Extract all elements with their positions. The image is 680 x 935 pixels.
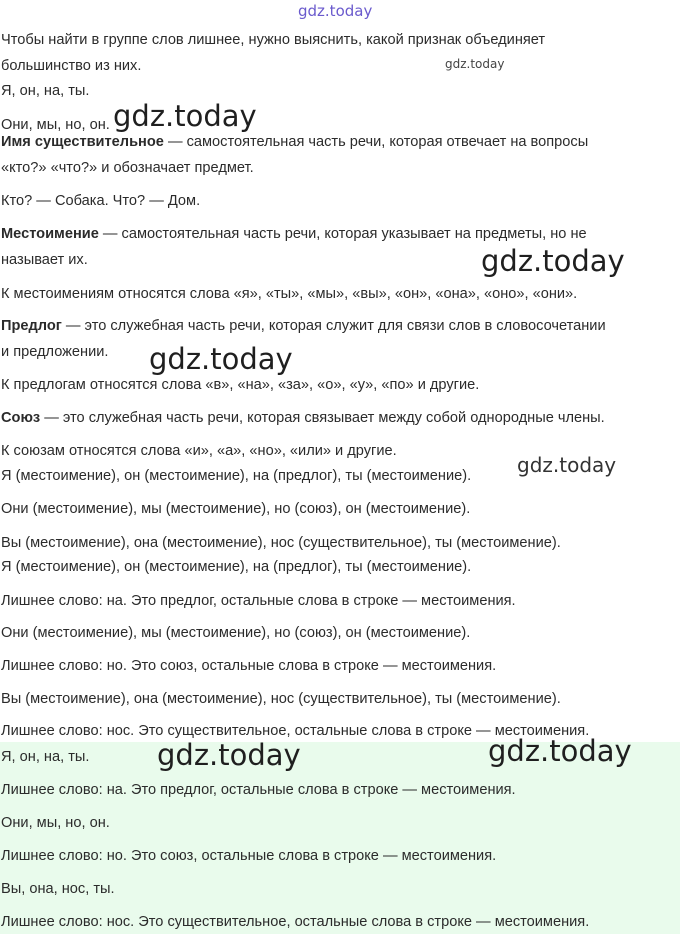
- parse-2-repeat: Они (местоимение), мы (местоимение), но (союз), он (местоимение).: [1, 625, 471, 641]
- watermark-small: gdz.today: [445, 57, 505, 71]
- extra-word-2: Лишнее слово: но. Это союз, остальные слова в строке — местоимения.: [1, 658, 497, 674]
- group-2: Они, мы, но, он.: [1, 117, 110, 133]
- extra-word-3: Лишнее слово: нос. Это существительное, остальные слова в строке — местоимения.: [1, 723, 590, 739]
- noun-definition-text: — самостоятельная часть речи, которая отвечает на вопросы: [163, 134, 589, 150]
- parse-2: Они (местоимение), мы (местоимение), но (союз), он (местоимение).: [1, 501, 471, 517]
- answer-extra-2: Лишнее слово: но. Это союз, остальные слова в строке — местоимения.: [1, 848, 497, 864]
- preposition-list: К предлогам относятся слова «в», «на», «за», «о», «у», «по» и другие.: [1, 377, 480, 393]
- watermark-5: gdz.today: [157, 738, 301, 772]
- conjunction-term: Союз: [1, 410, 41, 426]
- answer-group-2: Они, мы, но, он.: [1, 815, 110, 831]
- preposition-definition-line-2: и предложении.: [1, 344, 109, 360]
- intro-line-2: большинство из них.: [1, 58, 142, 74]
- pronoun-definition-text: — самостоятельная часть речи, которая указывает на предметы, но не: [98, 226, 587, 242]
- pronoun-definition-line-2: называет их.: [1, 252, 88, 268]
- watermark-3: gdz.today: [149, 342, 293, 376]
- watermark-1: gdz.today: [113, 99, 257, 133]
- conjunction-list: К союзам относятся слова «и», «а», «но», «или» и другие.: [1, 443, 397, 459]
- noun-term: Имя существительное: [1, 134, 164, 150]
- answer-extra-1: Лишнее слово: на. Это предлог, остальные слова в строке — местоимения.: [1, 782, 516, 798]
- watermark-2: gdz.today: [481, 244, 625, 278]
- answer-extra-3: Лишнее слово: нос. Это существительное, остальные слова в строке — местоимения.: [1, 914, 590, 930]
- pronoun-term: Местоимение: [1, 226, 99, 242]
- parse-1-repeat: Я (местоимение), он (местоимение), на (предлог), ты (местоимение).: [1, 559, 472, 575]
- parse-1: Я (местоимение), он (местоимение), на (предлог), ты (местоимение).: [1, 468, 472, 484]
- answer-group-1: Я, он, на, ты.: [1, 749, 90, 765]
- noun-example: Кто? — Собака. Что? — Дом.: [1, 193, 201, 209]
- watermark-top[interactable]: gdz.today: [298, 2, 373, 20]
- preposition-definition-text: — это служебная часть речи, которая служит для связи слов в словосочетании: [61, 318, 606, 334]
- answer-block-background: [0, 738, 680, 934]
- watermark-6: gdz.today: [488, 734, 632, 768]
- answer-group-3: Вы, она, нос, ты.: [1, 881, 115, 897]
- parse-3-repeat: Вы (местоимение), она (местоимение), нос (существительное), ты (местоимение).: [1, 691, 561, 707]
- watermark-4: gdz.today: [517, 453, 617, 477]
- conjunction-definition: [1, 406, 680, 431]
- parse-3: Вы (местоимение), она (местоимение), нос (существительное), ты (местоимение).: [1, 535, 561, 551]
- intro-line-1: Чтобы найти в группе слов лишнее, нужно выяснить, какой признак объединяет: [1, 32, 546, 48]
- preposition-term: Предлог: [1, 318, 62, 334]
- conjunction-definition-text: — это служебная часть речи, которая связывает между собой однородные члены.: [40, 410, 605, 426]
- preposition-definition-line-1: [1, 314, 680, 339]
- noun-definition-line-2: «кто?» «что?» и обозначает предмет.: [1, 160, 254, 176]
- pronoun-list: К местоимениям относятся слова «я», «ты», «мы», «вы», «он», «она», «оно», «они».: [1, 286, 578, 302]
- noun-definition-line-1: [1, 130, 680, 155]
- group-1: Я, он, на, ты.: [1, 83, 90, 99]
- extra-word-1: Лишнее слово: на. Это предлог, остальные слова в строке — местоимения.: [1, 593, 516, 609]
